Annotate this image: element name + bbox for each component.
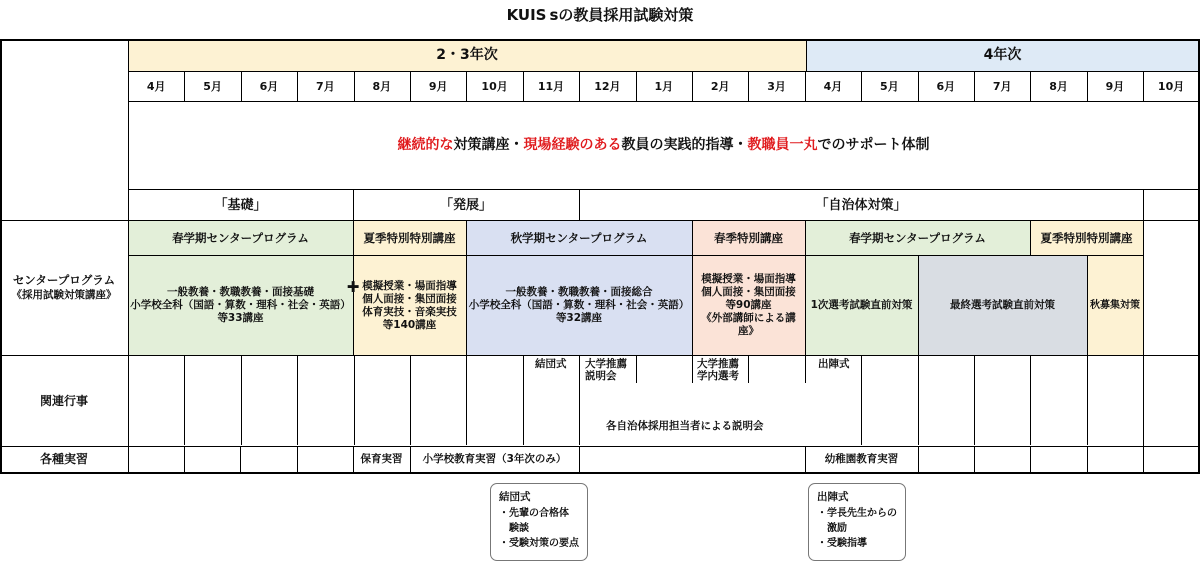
program-desc-spring <box>128 256 353 355</box>
note-line: ・先輩の合格体 <box>499 508 569 519</box>
event-line: 大学推薦 <box>585 358 627 370</box>
month-label: 3月 <box>767 80 786 93</box>
event-line: 説明会 <box>585 370 617 382</box>
program-title-spring: 春学期センタープログラム <box>172 230 309 245</box>
program-line: 個人面接・集団面接 <box>362 292 457 305</box>
month-label: 10月 <box>1157 80 1185 93</box>
phase-kiso: 「基礎」 <box>214 197 267 213</box>
program-title-autumn: 秋学期センタープログラム <box>510 230 648 245</box>
grid-line <box>184 446 185 473</box>
grid-line <box>0 355 1200 356</box>
grid-line <box>636 355 637 383</box>
program-desc-final-exam: 最終選考試験直前対策 <box>950 299 1055 311</box>
slogan-part: 教員の実践的指導・ <box>621 137 748 153</box>
center-program-sublabel: 《採用試験対策講座》 <box>11 289 117 301</box>
event-kickoff: 結団式 <box>535 358 567 370</box>
note-line: ・受験対策の要点 <box>499 538 579 549</box>
month-label: 4月 <box>146 80 166 93</box>
program-line: 一般教養・教職教養・面接基礎 <box>167 286 314 298</box>
month-label: 9月 <box>428 80 448 93</box>
event-send-off: 出陣式 <box>818 358 850 370</box>
note-title: 結団式 <box>499 491 531 503</box>
program-desc-autumn <box>466 256 692 355</box>
phase-hatten: 「発展」 <box>439 197 492 213</box>
month-label: 10月 <box>481 80 508 93</box>
row-label-center-program <box>0 221 128 355</box>
slogan-part: でのサポート体制 <box>817 137 930 153</box>
month-label: 7月 <box>992 80 1012 93</box>
program-desc-spring-special <box>692 256 805 355</box>
note-kickoff <box>490 483 588 561</box>
page-title: KUIS sの教員採用試験対策 <box>506 6 694 24</box>
grid-line <box>410 355 411 445</box>
note-title: 出陣式 <box>817 491 849 503</box>
month-label: 7月 <box>316 80 335 93</box>
grid-line <box>861 355 862 445</box>
grid-line <box>240 446 241 473</box>
grid-line <box>241 355 242 445</box>
grid-line <box>466 355 467 445</box>
slogan-part: 教職員一丸 <box>747 137 818 153</box>
year-label-4: 4年次 <box>983 47 1022 63</box>
program-line: 一般教養・教職教養・面接総合 <box>505 286 653 298</box>
grid-line <box>0 446 1200 447</box>
month-label: 6月 <box>259 80 279 93</box>
grid-line <box>579 446 580 473</box>
practicum-kindergarten: 幼稚園教育実習 <box>824 453 899 465</box>
event-municipal-info: 各自治体採用担当者による説明会 <box>606 420 764 432</box>
program-line: 《外部講師による講 <box>701 312 796 324</box>
grid-line <box>297 355 298 445</box>
month-label: 8月 <box>372 80 392 93</box>
grid-line <box>1087 446 1088 473</box>
center-program-label: センタープログラム <box>12 273 116 287</box>
row-label-events: 関連行事 <box>39 393 88 408</box>
program-title-summer4: 夏季特別特別講座 <box>1040 230 1133 245</box>
note-line: ・受験指導 <box>817 538 867 549</box>
row-label-practicum: 各種実習 <box>39 452 88 466</box>
practicum-elementary: 小学校教育実習（3年次のみ） <box>422 453 567 465</box>
year-label-2-3: 2・3年次 <box>436 47 498 63</box>
program-line: 小学校全科（国語・算数・理科・社会・英語） <box>130 299 351 311</box>
program-title-spring4: 春学期センタープログラム <box>849 230 986 245</box>
note-send-off <box>808 483 906 561</box>
practicum-nursery: 保育実習 <box>360 453 403 465</box>
grid-line <box>692 355 693 383</box>
month-label: 2月 <box>710 80 730 93</box>
slogan-part: 継続的な <box>397 137 454 153</box>
grid-line <box>974 446 975 473</box>
event-line: 学内選考 <box>697 370 739 382</box>
program-desc-autumn-recruit: 秋募集対策 <box>1090 300 1140 311</box>
grid-line <box>0 472 1200 474</box>
grid-line <box>1087 355 1088 445</box>
month-label: 6月 <box>936 80 956 93</box>
event-univ-recommend-info <box>585 358 627 382</box>
month-label: 9月 <box>1105 80 1125 93</box>
grid-line <box>354 355 355 445</box>
grid-line <box>297 446 298 473</box>
grid-line <box>579 355 580 445</box>
grid-line <box>1030 355 1031 445</box>
event-univ-recommend-select <box>697 358 739 382</box>
program-line: 模擬授業・場面指導 <box>362 279 457 292</box>
note-line: 験談 <box>499 523 529 534</box>
month-label: 8月 <box>1049 80 1068 93</box>
grid-line <box>918 446 919 473</box>
program-line: 等33講座 <box>217 312 264 324</box>
slogan-part: 対策講座・ <box>453 137 524 153</box>
program-line: 等140講座 <box>382 318 437 331</box>
grid-line <box>523 355 524 445</box>
note-line: ・学長先生からの <box>817 508 897 519</box>
program-line: 体育実技・音楽実技 <box>362 305 457 318</box>
program-desc-summer <box>353 256 466 355</box>
month-label: 4月 <box>823 80 843 93</box>
slogan <box>128 102 1199 189</box>
grid-line <box>748 355 749 383</box>
month-label: 5月 <box>203 80 222 93</box>
slogan-part: 現場経験のある <box>523 137 622 153</box>
program-line: 等32講座 <box>555 312 603 324</box>
note-line: 激励 <box>817 523 847 534</box>
program-desc-first-exam: 1次選考試験直前対策 <box>810 299 913 311</box>
grid-line <box>974 355 975 445</box>
program-line: 小学校全科（国語・算数・理科・社会・英語） <box>468 299 690 311</box>
program-title-summer: 夏季特別特別講座 <box>363 230 456 245</box>
grid-line <box>1143 355 1144 445</box>
program-line: 座》 <box>738 325 759 337</box>
program-line: 模擬授業・場面指導 <box>701 273 796 285</box>
plus-icon: ✚ <box>346 277 360 296</box>
month-label: 5月 <box>880 80 899 93</box>
program-title-spring-special: 春季特別講座 <box>714 230 783 245</box>
grid-line <box>184 355 185 445</box>
program-line: 個人面接・集団面接 <box>701 286 796 298</box>
month-label: 11月 <box>537 80 565 93</box>
program-line: 等90講座 <box>725 299 772 311</box>
month-label: 1月 <box>654 80 674 93</box>
grid-line <box>805 355 806 383</box>
month-label: 12月 <box>594 80 621 93</box>
grid-line <box>918 355 919 445</box>
phase-jichitai: 「自治体対策」 <box>815 197 907 213</box>
event-line: 大学推薦 <box>697 358 739 370</box>
grid-line <box>1030 446 1031 473</box>
